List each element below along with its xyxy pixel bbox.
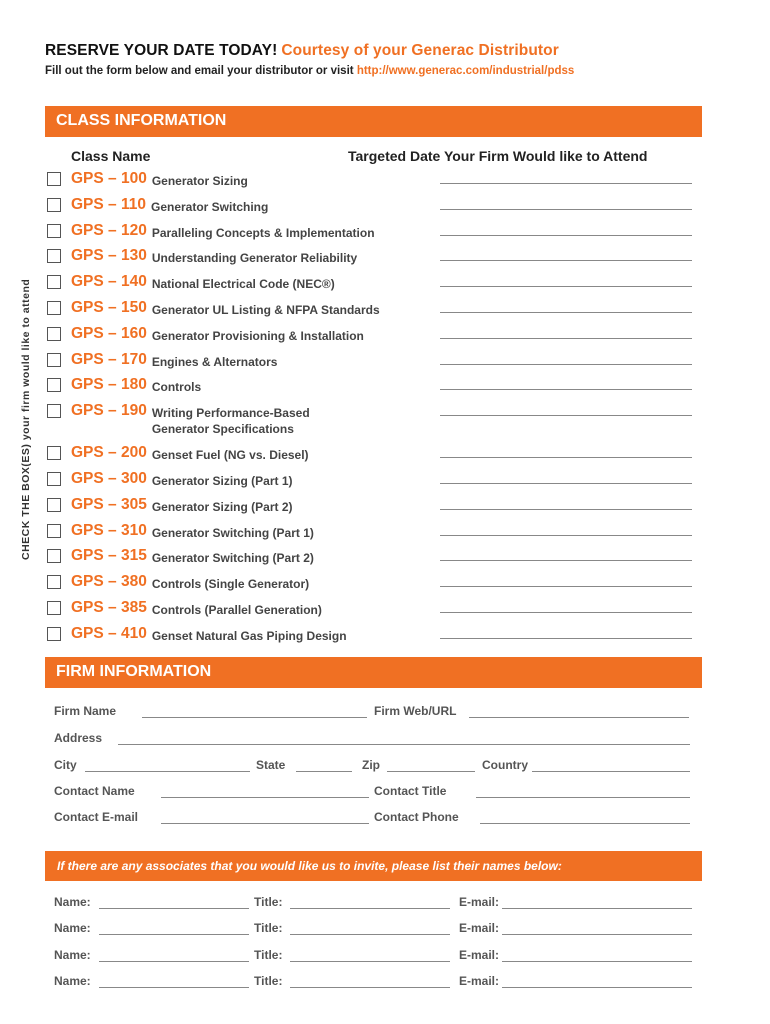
targeted-date-field[interactable]	[440, 183, 692, 184]
associate-row	[54, 948, 694, 966]
course-description-block	[152, 550, 314, 566]
targeted-date-field[interactable]	[440, 535, 692, 536]
contact-title-label: Contact Title	[374, 784, 447, 798]
course-row	[47, 351, 692, 377]
course-checkbox[interactable]	[47, 601, 61, 615]
course-code: GPS – 310	[71, 521, 147, 539]
class-name-column-header: Class Name	[71, 148, 151, 164]
associates-header: If there are any associates that you would like us to invite, please list their names below:	[45, 851, 702, 881]
course-description: Genset Fuel (NG vs. Diesel)	[151, 448, 309, 463]
associate-name-field[interactable]	[99, 987, 249, 988]
course-code: GPS – 315	[71, 547, 147, 565]
targeted-date-field[interactable]	[440, 286, 692, 287]
associate-email-field[interactable]	[502, 908, 692, 909]
targeted-date-field[interactable]	[440, 235, 692, 236]
targeted-date-field[interactable]	[440, 638, 692, 639]
course-description-block	[152, 250, 357, 266]
course-code: GPS – 130	[71, 247, 147, 265]
targeted-date-field[interactable]	[440, 483, 692, 484]
course-description-block	[152, 473, 293, 489]
contact-name-row	[54, 784, 694, 802]
country-label: Country	[482, 758, 528, 772]
course-row	[47, 444, 692, 470]
course-row	[47, 196, 692, 222]
course-checkbox[interactable]	[47, 172, 61, 186]
course-row	[47, 376, 692, 402]
associate-email-field[interactable]	[502, 961, 692, 962]
targeted-date-field[interactable]	[440, 509, 692, 510]
course-description-line2: Generator Specifications	[151, 422, 294, 437]
course-description: Generator Sizing (Part 2)	[151, 499, 293, 514]
page-header	[45, 42, 735, 77]
targeted-date-field[interactable]	[440, 260, 692, 261]
associate-title-label: Title:	[254, 947, 283, 962]
contact-phone-label: Contact Phone	[374, 810, 459, 824]
course-row	[47, 625, 692, 651]
course-description-block	[152, 447, 309, 463]
course-description-block	[152, 328, 364, 344]
country-field[interactable]	[532, 771, 690, 772]
targeted-date-field[interactable]	[440, 415, 692, 416]
course-checkbox[interactable]	[47, 198, 61, 212]
course-checkbox[interactable]	[47, 627, 61, 641]
associate-name-label: Name:	[54, 921, 91, 936]
page-subtitle: Fill out the form below and email your distributor or visit http://www.generac.com/industrial/pdss	[45, 65, 575, 77]
course-description-block	[152, 354, 278, 370]
associate-title-label: Title:	[254, 895, 283, 909]
course-code: GPS – 110	[71, 195, 146, 213]
course-checkbox[interactable]	[47, 575, 61, 589]
associate-title-field[interactable]	[290, 961, 450, 962]
address-row	[54, 731, 694, 749]
targeted-date-field[interactable]	[440, 586, 692, 587]
course-checkbox[interactable]	[47, 353, 61, 367]
course-description-block	[152, 499, 293, 515]
course-description: Paralleling Concepts & Implementation	[151, 225, 375, 240]
associate-row	[54, 921, 694, 939]
zip-field[interactable]	[387, 771, 475, 772]
course-code: GPS – 180	[71, 376, 147, 394]
course-code: GPS – 380	[71, 573, 147, 591]
course-code: GPS – 140	[71, 273, 147, 291]
course-row	[47, 470, 692, 496]
associate-row	[54, 974, 694, 992]
course-row	[47, 522, 692, 548]
course-description-block	[152, 302, 380, 318]
course-checkbox[interactable]	[47, 446, 61, 460]
course-code: GPS – 100	[71, 170, 147, 187]
course-description: Generator Provisioning & Installation	[151, 328, 364, 343]
associate-email-label: E-mail:	[459, 895, 500, 909]
course-description: Generator Sizing (Part 1)	[151, 473, 293, 488]
course-code: GPS – 385	[71, 598, 147, 616]
firm-web-field[interactable]	[469, 717, 689, 718]
course-description: Generator UL Listing & NFPA Standards	[151, 302, 380, 317]
course-checkbox[interactable]	[47, 549, 61, 563]
course-row	[47, 547, 692, 573]
associate-name-field[interactable]	[99, 908, 249, 909]
zip-label: Zip	[362, 758, 380, 772]
course-description: National Electrical Code (NEC®)	[151, 277, 335, 292]
course-description-block	[152, 379, 201, 395]
course-code: GPS – 190	[71, 402, 147, 420]
contact-email-field[interactable]	[161, 823, 369, 824]
contact-phone-field[interactable]	[480, 823, 690, 824]
associate-email-label: E-mail:	[459, 947, 500, 962]
course-list	[47, 170, 692, 651]
associate-title-field[interactable]	[290, 987, 450, 988]
course-code: GPS – 120	[71, 221, 147, 239]
course-description-block	[152, 405, 310, 437]
course-row	[47, 402, 692, 444]
course-code: GPS – 170	[71, 350, 147, 368]
firm-web-label: Firm Web/URL	[374, 704, 457, 718]
course-description: Controls	[151, 380, 202, 395]
check-boxes-side-label: CHECK THE BOX(ES) your firm would like to attend	[20, 278, 32, 560]
firm-name-row	[54, 704, 694, 722]
targeted-date-field[interactable]	[440, 560, 692, 561]
targeted-date-column-header: Targeted Date Your Firm Would like to Attend	[348, 148, 648, 164]
associate-name-label: Name:	[54, 947, 91, 962]
contact-name-label: Contact Name	[54, 784, 135, 798]
associate-row	[54, 895, 694, 913]
generac-pdss-link[interactable]: http://www.generac.com/industrial/pdss	[356, 65, 575, 77]
course-description-block	[152, 602, 322, 618]
city-row	[54, 758, 694, 776]
course-description: Generator Switching (Part 1)	[151, 525, 314, 540]
course-description: Generator Sizing	[151, 174, 248, 188]
associate-name-field[interactable]	[99, 934, 249, 935]
course-row	[47, 222, 692, 248]
course-description: Controls (Single Generator)	[151, 577, 310, 592]
course-checkbox[interactable]	[47, 301, 61, 315]
targeted-date-field[interactable]	[440, 312, 692, 313]
associate-title-field[interactable]	[290, 934, 450, 935]
course-description: Understanding Generator Reliability	[151, 251, 358, 266]
associate-title-field[interactable]	[290, 908, 450, 909]
course-row	[47, 170, 692, 196]
course-description-block	[152, 173, 248, 189]
course-checkbox[interactable]	[47, 472, 61, 486]
address-label: Address	[54, 731, 103, 745]
associate-title-label: Title:	[254, 921, 283, 936]
course-row	[47, 273, 692, 299]
course-code: GPS – 150	[71, 298, 147, 316]
targeted-date-field[interactable]	[440, 209, 692, 210]
course-row	[47, 573, 692, 599]
course-checkbox[interactable]	[47, 524, 61, 538]
course-code: GPS – 410	[71, 624, 147, 642]
associate-title-label: Title:	[254, 973, 283, 988]
targeted-date-field[interactable]	[440, 457, 692, 458]
course-description: Genset Natural Gas Piping Design	[151, 628, 347, 643]
course-checkbox[interactable]	[47, 404, 61, 418]
course-description-block	[152, 576, 309, 592]
contact-name-field[interactable]	[161, 797, 369, 798]
city-label: City	[54, 758, 77, 772]
contact-title-field[interactable]	[476, 797, 690, 798]
course-row	[47, 496, 692, 522]
course-code: GPS – 305	[71, 495, 147, 513]
associate-email-label: E-mail:	[459, 973, 500, 988]
state-field[interactable]	[296, 771, 352, 772]
address-field[interactable]	[118, 744, 690, 745]
associate-name-label: Name:	[54, 973, 91, 988]
course-code: GPS – 160	[71, 324, 147, 342]
course-checkbox[interactable]	[47, 249, 61, 263]
associate-email-label: E-mail:	[459, 921, 500, 936]
targeted-date-field[interactable]	[440, 338, 692, 339]
course-checkbox[interactable]	[47, 275, 61, 289]
course-code: GPS – 300	[71, 469, 147, 487]
associate-name-field[interactable]	[99, 961, 249, 962]
page-title: RESERVE YOUR DATE TODAY! Courtesy of your Generac Distributor	[45, 42, 559, 59]
course-description: Writing Performance-Based	[151, 406, 310, 421]
associate-email-field[interactable]	[502, 987, 692, 988]
course-description-block	[152, 628, 347, 644]
course-checkbox[interactable]	[47, 224, 61, 238]
course-row	[47, 299, 692, 325]
course-checkbox[interactable]	[47, 378, 61, 392]
course-description-block	[152, 276, 335, 292]
firm-name-field[interactable]	[142, 717, 367, 718]
targeted-date-field[interactable]	[440, 364, 692, 365]
course-description-block	[152, 225, 375, 241]
firm-name-label: Firm Name	[54, 704, 117, 718]
course-description: Engines & Alternators	[151, 354, 278, 369]
targeted-date-field[interactable]	[440, 389, 692, 390]
course-row	[47, 325, 692, 351]
course-row	[47, 599, 692, 625]
course-checkbox[interactable]	[47, 327, 61, 341]
firm-information-header: FIRM INFORMATION	[45, 657, 702, 688]
contact-email-label: Contact E-mail	[54, 810, 139, 824]
course-description-block	[152, 525, 314, 541]
state-label: State	[256, 758, 286, 772]
city-field[interactable]	[85, 771, 250, 772]
course-description: Controls (Parallel Generation)	[151, 602, 322, 617]
course-code: GPS – 200	[71, 444, 147, 462]
contact-email-row	[54, 810, 694, 828]
course-description-block	[151, 199, 268, 215]
course-description: Generator Switching (Part 2)	[151, 551, 314, 566]
course-checkbox[interactable]	[47, 498, 61, 512]
course-row	[47, 247, 692, 273]
associate-email-field[interactable]	[502, 934, 692, 935]
associate-name-label: Name:	[54, 895, 91, 909]
course-description: Generator Switching	[150, 199, 269, 214]
targeted-date-field[interactable]	[440, 612, 692, 613]
class-information-header: CLASS INFORMATION	[45, 106, 702, 137]
